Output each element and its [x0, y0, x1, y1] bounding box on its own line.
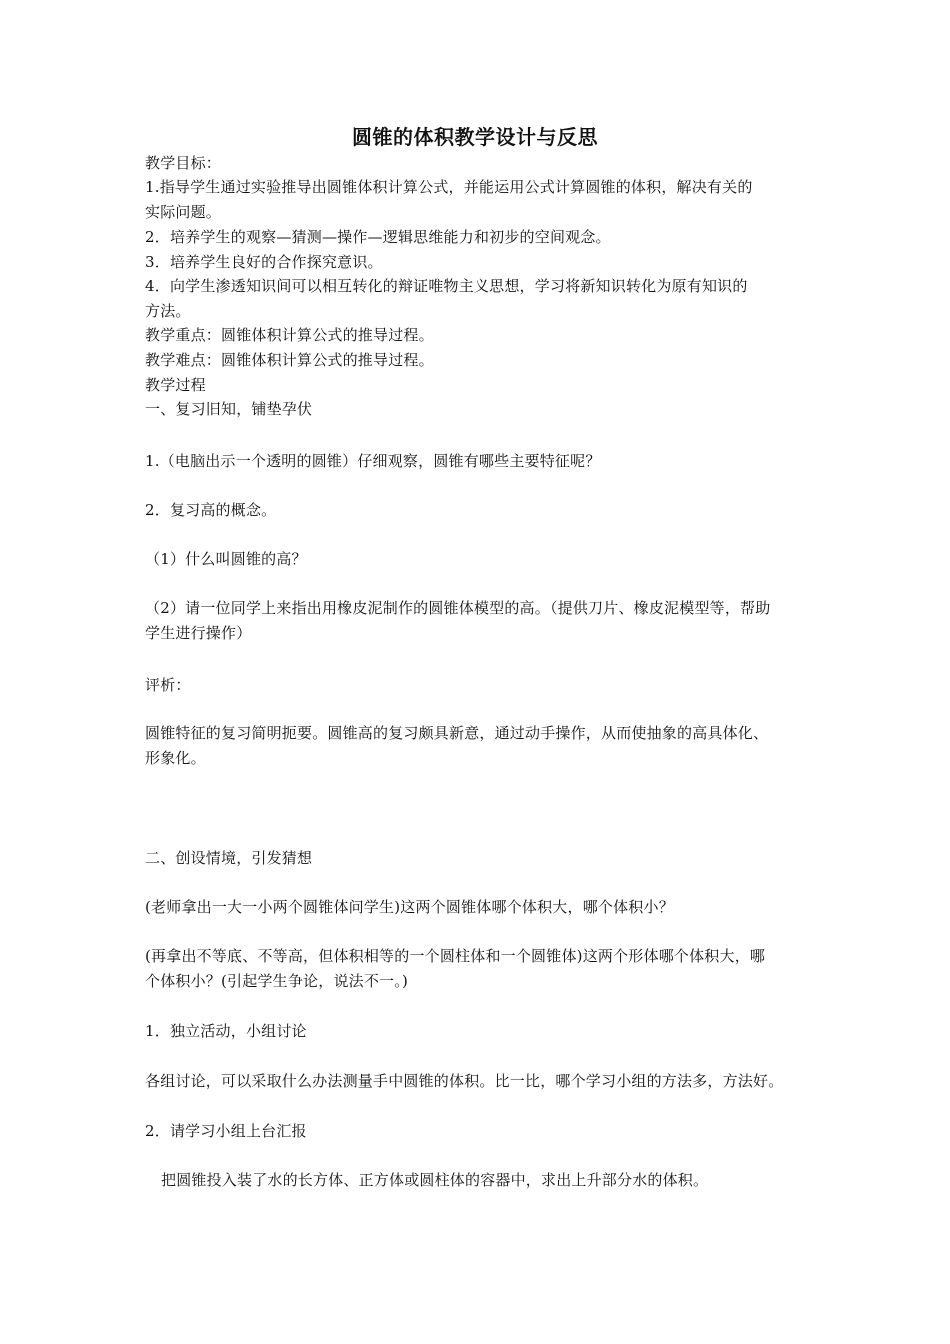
- text-line: 2．复习高的概念。: [145, 501, 277, 519]
- text-line: 实际问题。: [145, 203, 222, 221]
- text-line: 圆锥特征的复习简明扼要。圆锥高的复习颇具新意，通过动手操作，从而使抽象的高具体化、: [145, 724, 769, 742]
- text-line: 方法。: [145, 302, 191, 320]
- text-line: (再拿出不等底、不等高，但体积相等的一个圆柱体和一个圆锥体)这两个形体哪个体积大，哪: [145, 947, 766, 965]
- text-line: 形象化。: [145, 749, 206, 767]
- document-title: 圆锥的体积教学设计与反思: [352, 125, 598, 149]
- text-line: 4．向学生渗透知识间可以相互转化的辩证唯物主义思想，学习将新知识转化为原有知识的: [145, 277, 748, 295]
- text-line: 3．培养学生良好的合作探究意识。: [145, 253, 383, 271]
- text-line: 个体积小？(引起学生争论，说法不一。): [145, 972, 409, 990]
- text-line: （2）请一位同学上来指出用橡皮泥制作的圆锥体模型的高。（提供刀片、橡皮泥模型等，帮助: [145, 599, 771, 617]
- text-line: 教学重点：圆锥体积计算公式的推导过程。: [145, 326, 434, 344]
- text-line: 2．培养学生的观察—猜测—操作—逻辑思维能力和初步的空间观念。: [145, 228, 611, 246]
- text-line: (老师拿出一大一小两个圆锥体问学生)这两个圆锥体哪个体积大，哪个体积小？: [145, 898, 674, 916]
- text-line: 教学目标：: [145, 154, 222, 172]
- text-line: 评析：: [145, 676, 191, 694]
- section-heading: 一、复习旧知，铺垫孕伏: [145, 400, 313, 418]
- text-line: （1）什么叫圆锥的高？: [145, 550, 307, 568]
- text-line: 1．独立活动，小组讨论: [145, 1022, 307, 1040]
- text-line: 1.指导学生通过实验推导出圆锥体积计算公式，并能运用公式计算圆锥的体积，解决有关的: [145, 178, 753, 196]
- section-heading: 二、创设情境，引发猜想: [145, 849, 313, 867]
- text-line: 教学难点：圆锥体积计算公式的推导过程。: [145, 351, 434, 369]
- text-line: 2．请学习小组上台汇报: [145, 1122, 307, 1140]
- text-line: 学生进行操作）: [145, 624, 252, 642]
- text-line: 教学过程: [145, 376, 206, 394]
- text-line: 各组讨论，可以采取什么办法测量手中圆锥的体积。比一比，哪个学习小组的方法多，方法好。: [145, 1072, 784, 1090]
- text-line: 1.（电脑出示一个透明的圆锥）仔细观察，圆锥有哪些主要特征呢？: [145, 452, 601, 470]
- text-line: 把圆锥投入装了水的长方体、正方体或圆柱体的容器中，求出上升部分水的体积。: [161, 1171, 709, 1189]
